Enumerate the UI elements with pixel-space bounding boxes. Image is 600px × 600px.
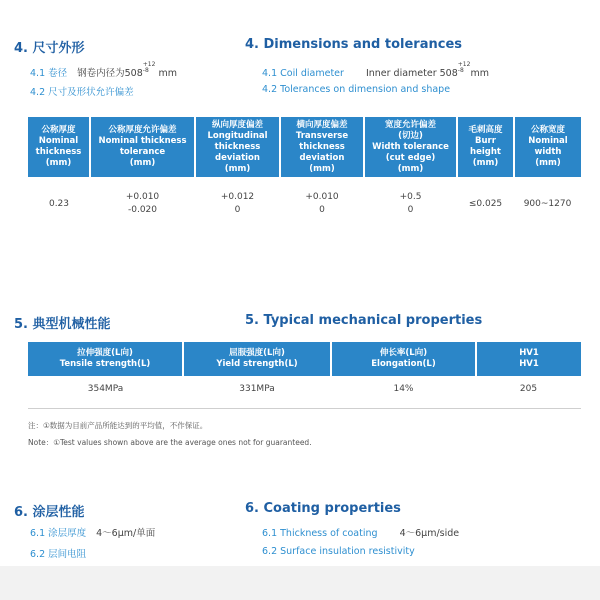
dims-cell-2 [195,177,280,231]
mech-header-cell-0 [28,342,183,376]
coil-value-text-en: Inner diameter 508 [365,68,458,79]
dims-header-cell-3-line: deviation [299,152,345,163]
mech-cell-0-line: 354MPa [87,383,124,394]
dims-header-cell-1-line: (mm) [129,158,156,168]
mech-cell-2-line: 14% [393,383,414,394]
dims-cell-0 [28,177,90,231]
dims-cell-6 [514,177,581,231]
dims-header-cell-3-line: (mm) [309,163,335,174]
dims-header-cell-5 [457,117,514,177]
divider [28,408,581,409]
dims-header-cell-5-line: Burr [475,136,496,146]
dimensions-header-row [28,117,581,177]
table-row [28,177,581,231]
dims-header-cell-3-line: 横向厚度偏差 [296,119,348,130]
dims-header-cell-4-line: (cut edge) [385,152,436,163]
dims-cell-0-line: 0.23 [48,198,70,209]
mech-header-cell-0-line: Tensile strength(L) [59,359,151,369]
coil-value-text: 钢卷内径为508 [77,68,143,79]
dims-header-cell-6 [514,117,581,177]
coil-tolerance-en [458,62,471,74]
dims-cell-5 [457,177,514,231]
mech-cell-3 [476,376,581,402]
coil-diameter-en [262,62,489,79]
note-cn: 注：①数据为目前产品所能达到的平均值，不作保证。 [28,421,208,430]
dims-cell-2-line: +0.012 [220,192,255,202]
dims-header-cell-1-line: 公称厚度允许偏差 [108,125,177,135]
mech-cell-1 [183,376,331,402]
dims-header-cell-0 [28,117,90,177]
dims-header-cell-2-line: thickness [214,141,261,152]
coil-diameter-en-value [365,61,489,79]
coil-tol-minus: -8 [142,67,149,74]
mech-header-cell-0-line: 拉伸强度(L向) [77,348,133,358]
mech-header-cell-3 [476,342,581,376]
table-row [28,376,581,402]
coil-diameter-cn [30,62,177,79]
dims-header-cell-0-line: thickness [35,147,82,157]
dims-cell-4 [364,177,457,231]
dims-header-cell-4-line: (mm) [397,163,424,174]
dims-cell-1-line: +0.010 [125,192,160,202]
coating-thickness-cn-value: 4～6μm/单面 [96,528,156,539]
section4-title-cn: 4. 尺寸外形 [14,41,85,56]
resistivity-en: 6.2 Surface insulation resistivity [262,546,415,557]
dims-cell-3 [280,177,364,231]
dims-cell-3-line: +0.010 [305,192,339,202]
footer-band [0,566,600,600]
coating-thickness-en-value: 4～6μm/side [399,528,460,539]
dims-cell-3-line: 0 [319,205,325,215]
mech-header-cell-2-line: 伸长率(L向) [379,348,428,358]
coil-unit: mm [158,68,177,79]
dims-header-cell-1-line: tolerance [119,147,166,157]
mech-cell-2 [331,376,476,402]
coating-thickness-cn-label: 6.1 涂层厚度 [30,528,87,539]
coating-thickness-en [262,525,459,539]
dims-header-cell-6-line: Nominal [528,136,568,146]
dims-cell-4-line: +0.5 [399,192,422,202]
dims-header-cell-5-line: (mm) [472,158,499,168]
mech-header-cell-2-line: Elongation(L) [371,359,436,369]
dims-cell-1 [90,177,195,231]
dims-header-cell-5-line: height [470,147,501,157]
mech-header-cell-1 [183,342,331,376]
coil-tolerance [143,62,156,74]
coil-unit-en: mm [470,68,489,79]
coil-tol-plus: +12 [142,61,156,68]
coil-tol-minus-en: -8 [457,67,464,74]
dims-header-cell-4-line: 宽度允许偏差 [384,119,436,130]
coil-diameter-en-label: 4.1 Coil diameter [262,68,344,79]
mechanical-table [28,342,581,402]
dims-header-cell-4-line: Width tolerance [372,141,449,152]
mech-header-cell-3-line: HV1 [519,359,539,369]
mech-header-cell-1-line: Yield strength(L) [216,359,298,369]
dims-header-cell-5-line: 毛刺高度 [468,125,503,135]
dims-cell-1-line: -0.020 [127,205,157,215]
coil-diameter-cn-value [77,61,177,79]
dims-header-cell-6-line: 公称宽度 [530,125,565,135]
mech-cell-3-line: 205 [519,383,538,394]
dims-header-cell-0-line: (mm) [45,158,72,168]
section6-title-cn: 6. 涂层性能 [14,505,85,520]
mechanical-header-row [28,342,581,376]
resistivity-cn: 6.2 层间电阻 [30,549,87,560]
dims-header-cell-0-line: 公称厚度 [41,125,76,135]
dims-header-cell-6-line: (mm) [535,158,561,168]
note-en: Note：①Test values shown above are the average ones not for guaranteed. [28,438,312,447]
section5-title-en: 5. Typical mechanical properties [245,313,483,328]
dimensions-table [28,117,581,231]
dims-header-cell-2-line: (mm) [224,163,251,174]
dims-header-cell-2 [195,117,280,177]
dims-cell-2-line: 0 [234,205,241,215]
mech-cell-1-line: 331MPa [239,383,275,394]
dims-header-cell-3 [280,117,364,177]
dims-header-cell-4-line: (切边) [398,130,423,141]
mech-header-cell-2 [331,342,476,376]
coating-thickness-en-label: 6.1 Thickness of coating [262,528,378,539]
mech-header-cell-3-line: HV1 [519,348,539,358]
dims-header-cell-0-line: Nominal [38,136,79,146]
tolerance-subheading-cn: 4.2 尺寸及形状允许偏差 [30,87,134,98]
dims-header-cell-1 [90,117,195,177]
dims-header-cell-1-line: Nominal thickness [98,136,187,146]
dims-header-cell-2-line: Longitudinal [207,130,268,141]
dims-header-cell-3-line: thickness [299,141,345,152]
dims-cell-6-line: 900~1270 [523,198,572,209]
dims-cell-4-line: 0 [407,205,414,215]
dims-header-cell-3-line: Transverse [295,130,349,141]
coating-thickness-cn [30,525,155,539]
coil-diameter-cn-label: 4.1 卷径 [30,68,68,79]
section4-title-en: 4. Dimensions and tolerances [245,37,462,52]
dims-header-cell-2-line: 纵向厚度偏差 [211,119,263,130]
section5-title-cn: 5. 典型机械性能 [14,317,111,332]
mech-cell-0 [28,376,183,402]
coil-tol-plus-en: +12 [457,61,471,68]
dims-header-cell-4 [364,117,457,177]
dims-header-cell-2-line: deviation [215,152,260,163]
mech-header-cell-1-line: 屈服强度(L向) [229,348,285,358]
tolerance-subheading-en: 4.2 Tolerances on dimension and shape [262,84,451,95]
section6-title-en: 6. Coating properties [245,501,401,516]
dims-cell-5-line: ≤0.025 [468,198,503,209]
dims-header-cell-6-line: width [534,147,562,157]
